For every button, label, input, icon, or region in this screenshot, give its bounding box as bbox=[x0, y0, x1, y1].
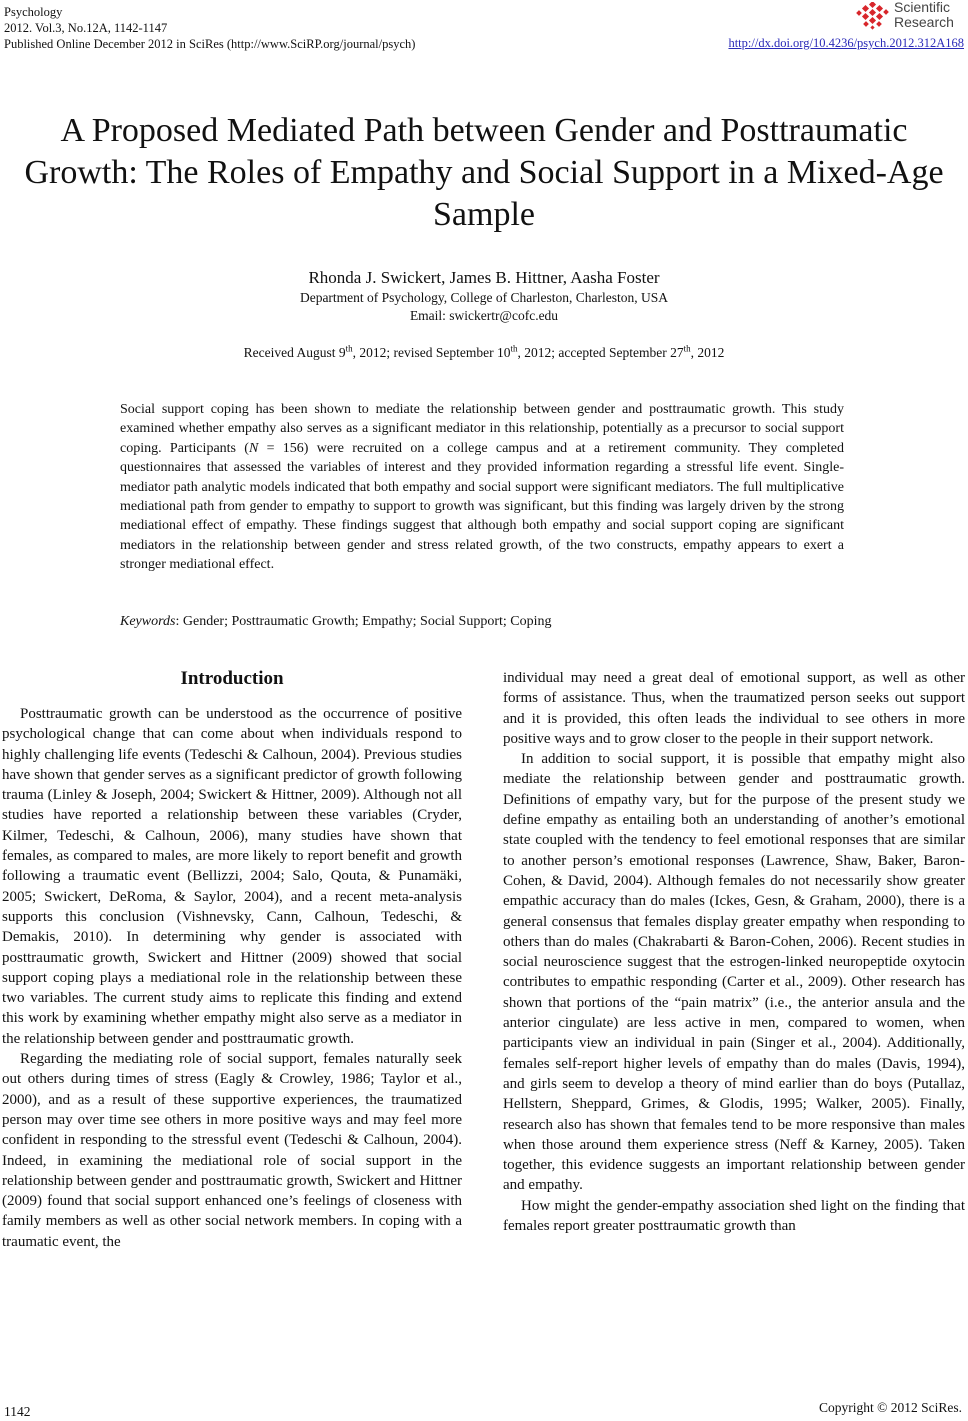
copyright: Copyright © 2012 SciRes. bbox=[818, 1400, 962, 1415]
section-heading-introduction: Introduction bbox=[180, 668, 284, 689]
abstract bbox=[120, 400, 844, 575]
paragraph: Posttraumatic growth can be understood as the occurrence of positive psychological change that can come about when individuals respond to highly challenging life events (Tedeschi & Calhoun, 2004). Previous studies have shown that gender serves as a significant predictor of growth following trauma (Linley & Joseph, 2004; Swickert & Hittner, 2009). Although not all studies have reported a relationship between these variables (Cryder, Kilmer, Tedeschi, & Calhoun, 2006), many studies have shown that females, as compared to males, are more likely to report benefit and growth following a traumatic event (Bellizzi, 2004; Salo, Qouta, & Punamäki, 2005; Swickert, DeRoma, & Saylor, 2004), and a recent meta-analysis supports this conclusion (Vishnevsky, Cann, Calhoun, Tedeschi, & Demakis, 2010). In determining why gender is associated with posttraumatic growth, Swickert and Hittner (2009) showed that social support coping plays a mediational role in the relationship between these two variables. The current study aims to replicate this finding and extend this work by examining whether empathy might also serve as a mediator in the relationship between gender and posttraumatic growth. bbox=[2, 706, 462, 1047]
journal-name: Psychology bbox=[4, 5, 63, 19]
page-number: 1142 bbox=[4, 1404, 31, 1419]
paper-title: A Proposed Mediated Path between Gender and Posttraumatic Growth: The Roles of Empathy and Social Support in a Mixed-Age Sample bbox=[24, 112, 944, 233]
logo-text bbox=[894, 0, 954, 30]
ordinal-suffix: th bbox=[683, 343, 691, 354]
publication-info: Published Online December 2012 in SciRes (http://www.SciRP.org/journal/psych) bbox=[4, 37, 416, 51]
affiliation: Department of Psychology, College of Charleston, Charleston, USA bbox=[299, 290, 669, 305]
authors: Rhonda J. Swickert, James B. Hittner, Aasha Foster bbox=[308, 268, 660, 287]
ordinal-suffix: th bbox=[345, 343, 353, 354]
paragraph: individual may need a great deal of emotional support, as well as other forms of assistance. Thus, when the traumatized person seeks out support and it is provided, this often leads the individual to see others in more positive ways and to grow closer to the people in their support network. bbox=[503, 670, 965, 747]
logo-icon bbox=[856, 2, 892, 32]
accepted-date: , 2012; accepted September 27 bbox=[517, 345, 684, 360]
scientific-research-logo bbox=[854, 0, 964, 34]
logo-line-1: Scientific bbox=[894, 0, 951, 15]
right-column bbox=[503, 668, 965, 1236]
journal-header bbox=[4, 4, 415, 52]
volume-info: 2012. Vol.3, No.12A, 1142-1147 bbox=[4, 21, 168, 35]
received-dates bbox=[0, 345, 968, 361]
year: , 2012 bbox=[690, 345, 725, 360]
logo-line-2: Research bbox=[894, 14, 954, 30]
abstract-text-cont: = 156) were recruited on a college campus and at a retirement community. They completed questionnaires that assessed the variables of interest and they provided information regarding a stressful life event. Single-mediator path analytic models indicated that both empathy and social support were significant mediators. The full multiplicative mediational path from gender to empathy to support to growth was significant, but this finding was largely driven by the strong mediational effect of empathy. These findings suggest that although both empathy and social support coping are significant mediators in the relationship between gender and stress related growth, of the two constructs, empathy appears to exert a stronger mediational effect. bbox=[120, 440, 844, 573]
abstract-n-symbol: N bbox=[248, 440, 259, 456]
email: Email: swickertr@cofc.edu bbox=[409, 308, 559, 323]
doi-link[interactable]: http://dx.doi.org/10.4236/psych.2012.312A168 bbox=[728, 36, 964, 50]
paragraph: Regarding the mediating role of social support, females naturally seek out others during times of stress (Eagly & Crowley, 1986; Taylor et al., 2000), and as a result of these supportive experiences, the traumatized person may over time see others in more positive ways and may feel more confident in responding to the stressful event (Tedeschi & Calhoun, 2004). Indeed, in examining the mediational role of social support in the relationship between gender and posttraumatic growth, Swickert and Hittner (2009) found that social support enhanced one’s feelings of closeness with family members as well as other social network members. In coping with a traumatic event, the bbox=[2, 1051, 462, 1250]
keywords-label: Keywords bbox=[120, 614, 176, 629]
received-date: Received August 9 bbox=[243, 345, 346, 360]
abstract-text: Social support coping has been shown to mediate the relationship between gender and posttraumatic growth. This study examined whether empathy also serves as a significant mediator in this relationship, potentially as a precursor to social support coping. Participants ( bbox=[120, 402, 844, 456]
keywords bbox=[120, 614, 844, 630]
ordinal-suffix: th bbox=[510, 343, 518, 354]
left-column bbox=[2, 704, 462, 1252]
keywords-list: : Gender; Posttraumatic Growth; Empathy; Social Support; Coping bbox=[175, 614, 552, 629]
revised-date: , 2012; revised September 10 bbox=[352, 345, 511, 360]
paragraph: In addition to social support, it is possible that empathy might also mediate the relationship between gender and posttraumatic growth. Definitions of empathy vary, but for the purpose of the present study we define empathy as entailing both an understanding of another’s emotional state coupled with the tendency to feel emotional responses that are similar to another person’s emotional responses (Lawrence, Shaw, Baker, Baron-Cohen, & David, 2004). Although females do not necessarily show greater empathic accuracy than do males (Ickes, Gesn, & Graham, 2000), there is a general consensus that females display greater empathy when responding to others than do males (Chakrabarti & Baron-Cohen, 2006). Recent studies in social neuroscience suggest that the estrogen-linked neuropeptide oxytocin contributes to empathic responding (Carter et al., 2009). Other research has shown that portions of the “pain matrix” (i.e., the anterior ansula and the anterior cingulate) are less active in men, compared to women, when participants view an individual in pain (Singer et al., 2004). Additionally, females self-report higher levels of empathy than do males (Davis, 1994), and girls seem to develop a theory of mind earlier than do boys (Putallaz, Hellstern, Sheppard, Grimes, & Glodis, 1995; Walker, 2005). Finally, research also has shown that females tend to be more responsive than males when those around them experience stress (Neff & Karney, 2005). Taken together, this evidence suggests an important relationship between gender and empathy. bbox=[503, 751, 965, 1194]
paragraph: How might the gender-empathy association shed light on the finding that females report greater posttraumatic growth than bbox=[503, 1197, 965, 1235]
